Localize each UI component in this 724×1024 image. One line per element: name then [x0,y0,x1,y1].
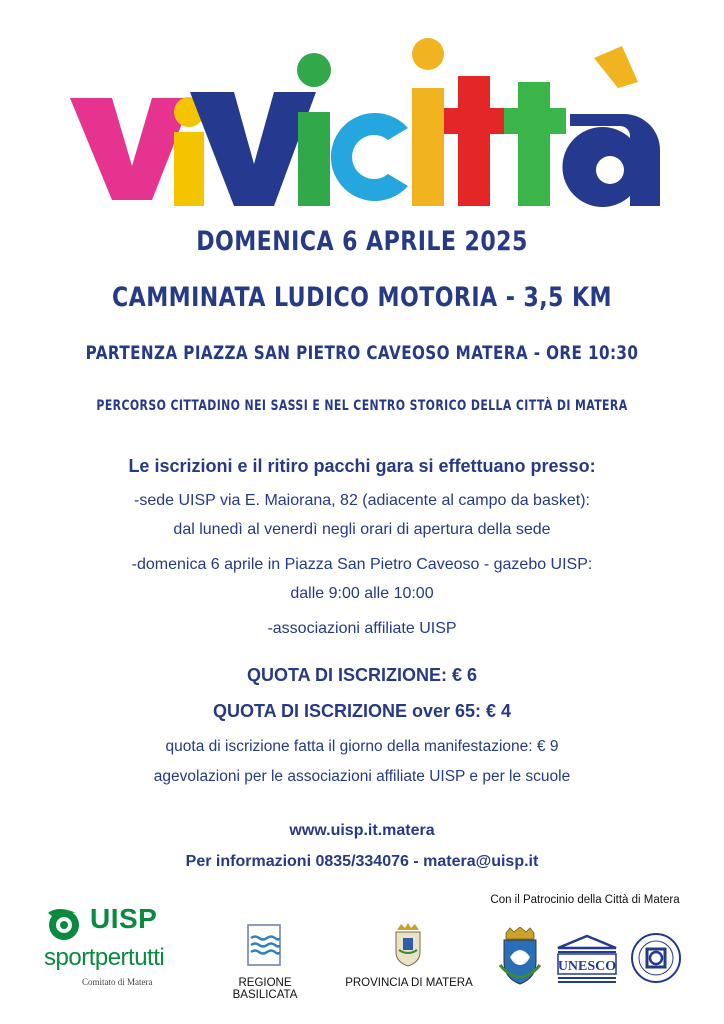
logo-letter-t2-bar [504,108,566,134]
registration-line-5: -associazioni affiliate UISP [267,620,457,637]
regione-basilicata-emblem-icon [247,924,281,966]
logo-letter-v2 [190,92,316,206]
logo-letter-c [331,113,408,201]
logo-accent [594,46,638,88]
logo-letter-t2 [518,82,550,206]
regione-basilicata-label: REGIONE BASILICATA [232,977,298,1001]
logo-letter-i1 [174,132,204,206]
world-heritage-emblem-icon [630,932,682,984]
patronage-note: Con il Patrocinio della Città di Matera [490,894,680,906]
logo-dot-i2 [297,53,331,87]
uisp-emblem-icon [44,905,86,941]
fee-over-65: QUOTA DI ISCRIZIONE over 65: € 4 [212,701,512,721]
provincia-matera-emblem-icon [391,922,425,968]
discounts-note: agevolazioni per le associazioni affiliate UISP e per le scuole [153,768,571,785]
event-route: PERCORSO CITTADINO NEI SASSI E NEL CENTRO STORICO DELLA CITTÀ DI MATERA [96,398,628,414]
fee-same-day: quota di iscrizione fatta il giorno della manifestazione: € 9 [165,738,559,755]
uisp-tagline: sportpertutti [44,944,165,971]
website-link[interactable]: www.uisp.it.matera [289,822,435,839]
contact-info: Per informazioni 0835/334076 - matera@uisp.it [185,853,539,870]
event-date: DOMENICA 6 APRILE 2025 [196,226,528,257]
registration-line-2: dal lunedì al venerdì negli orari di apertura della sede [173,521,551,538]
uisp-wordmark: UISP [90,903,158,934]
unesco-wordmark: UNESCO [557,959,617,974]
logo-letter-i2 [298,112,330,206]
unesco-logo-icon [554,934,620,984]
vivicitta-logo-graphic [70,36,670,226]
uisp-committee: Comitato di Matera [82,977,153,987]
logo-letter-t1 [458,76,490,206]
logo-letter-i3 [412,88,444,206]
logo-letter-v1 [70,98,192,200]
registration-line-1: -sede UISP via E. Maiorana, 82 (adiacente al campo da basket): [134,492,590,509]
logo-letter-t1-bar [444,108,506,134]
logo-letter-a-hole [596,156,624,184]
vivicitta-logo [70,36,670,226]
event-start: PARTENZA PIAZZA SAN PIETRO CAVEOSO MATERA - ORE 10:30 [85,342,639,364]
event-title: CAMMINATA LUDICO MOTORIA - 3,5 KM [112,282,612,313]
registration-line-4: dalle 9:00 alle 10:00 [290,585,434,602]
logo-dot-i3 [412,38,444,70]
provincia-matera-label: PROVINCIA DI MATERA [345,977,473,989]
fee-standard: QUOTA DI ISCRIZIONE: € 6 [246,665,478,685]
registration-line-3: -domenica 6 aprile in Piazza San Pietro Caveoso - gazebo UISP: [131,556,593,573]
registration-title: Le iscrizioni e il ritiro pacchi gara si effettuano presso: [128,456,596,476]
citta-matera-crest-icon [496,927,544,987]
